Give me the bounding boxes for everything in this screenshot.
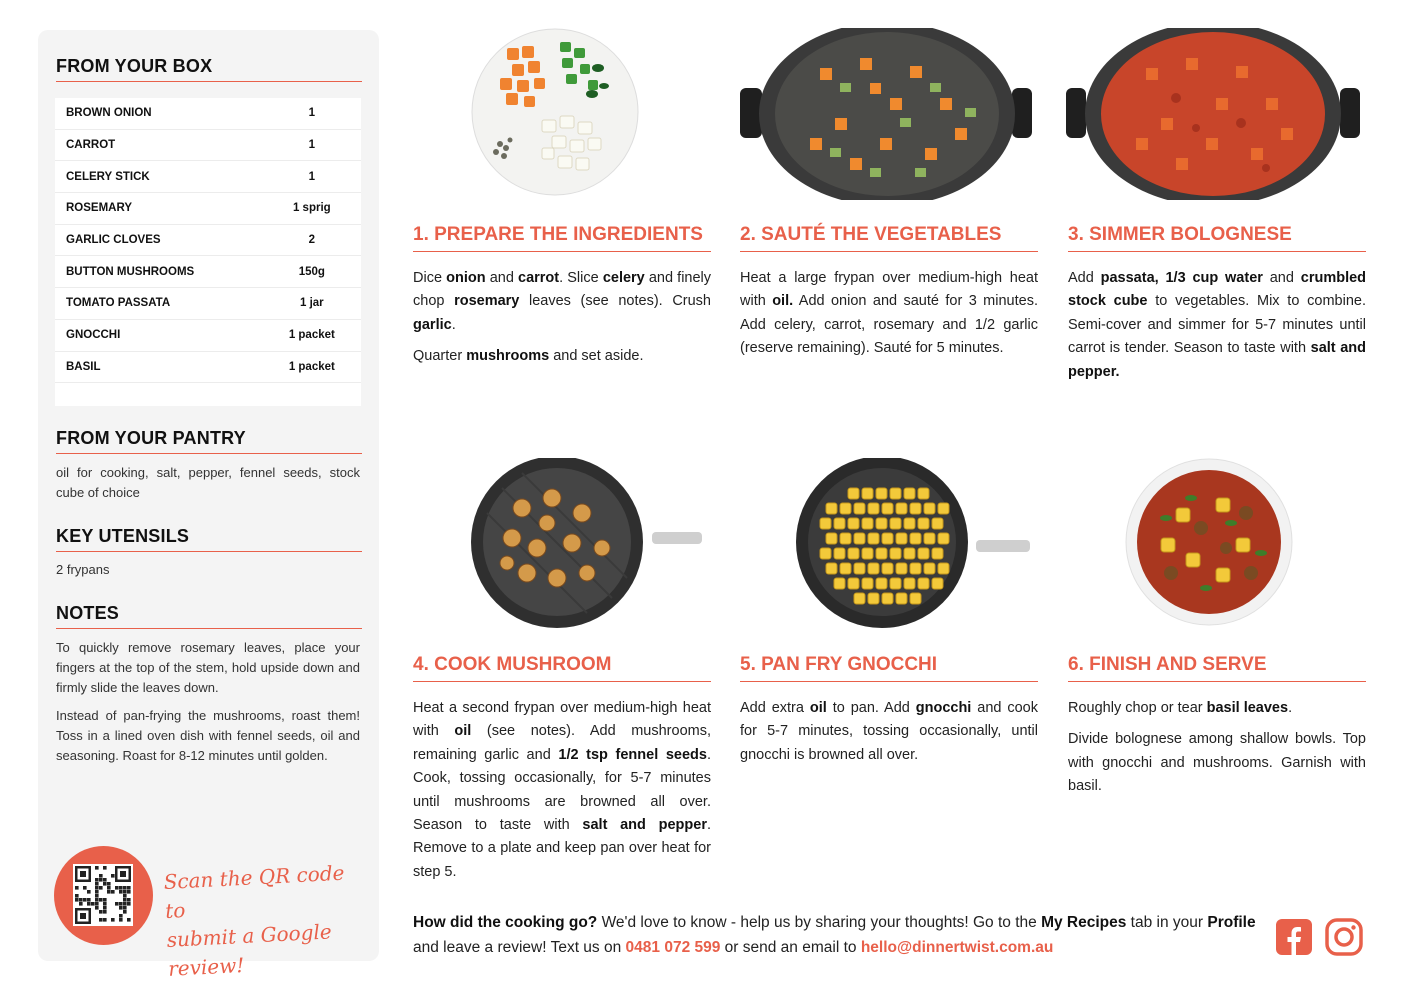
step-2-text: Heat a large frypan over medium-high heat with oil. Add onion and sauté for 3 minutes. Add celery, carrot, rosemary and 1/2 garlic (reserve remaining). Sauté for 5 minutes. xyxy=(740,270,1038,357)
table-row: GNOCCHI 1 packet xyxy=(55,320,361,352)
finished-dish-bowl-image xyxy=(1066,458,1366,630)
table-row: GARLIC CLOVES 2 xyxy=(55,225,361,257)
notes-title: NOTES xyxy=(56,603,362,629)
instagram-icon[interactable] xyxy=(1325,918,1363,956)
step-1-title: 1. PREPARE THE INGREDIENTS xyxy=(413,224,711,252)
profile-link[interactable]: Profile xyxy=(1207,914,1256,931)
step-3-title: 3. SIMMER BOLOGNESE xyxy=(1068,224,1366,252)
pan-fry-gnocchi-image xyxy=(740,458,1040,630)
table-row: CARROT 1 xyxy=(55,130,361,162)
phone-link[interactable]: 0481 072 599 xyxy=(625,939,721,956)
from-your-box-title: FROM YOUR BOX xyxy=(56,56,362,82)
facebook-icon[interactable] xyxy=(1275,918,1313,956)
notes-paragraph: To quickly remove rosemary leaves, place your fingers at the top of the stem, hold upside down and firmly slide the leaves down. xyxy=(56,640,360,695)
table-row: CELERY STICK 1 xyxy=(55,161,361,193)
key-utensils-title: KEY UTENSILS xyxy=(56,526,362,552)
saute-vegetables-pan-image xyxy=(740,28,1040,200)
ingredients-table xyxy=(55,98,361,406)
email-link[interactable]: hello@dinnertwist.com.au xyxy=(860,939,1054,956)
step-3-text: Add passata, 1/3 cup water and crumbled stock cube to vegetables. Mix to combine. Semi-cover and simmer for 5-7 minutes until carrot is tender. Season to taste with salt and pepper. xyxy=(1068,270,1367,380)
qr-code-icon[interactable] xyxy=(73,864,133,926)
table-row: ROSEMARY 1 sprig xyxy=(55,193,361,225)
table-row: BUTTON MUSHROOMS 150g xyxy=(55,256,361,288)
table-row: BASIL 1 packet xyxy=(55,352,361,384)
prepared-ingredients-plate-image xyxy=(412,28,712,200)
step-6-text: Roughly chop or tear basil leaves. Divide bolognese among shallow bowls. Top with gnocchi and mushrooms. Garnish with basil. xyxy=(1068,700,1366,795)
table-row: TOMATO PASSATA 1 jar xyxy=(55,288,361,320)
step-5-text: Add extra oil to pan. Add gnocchi and cook for 5-7 minutes, tossing occasionally, until gnocchi is browned all over. xyxy=(740,700,1038,763)
notes-paragraph: Instead of pan-frying the mushrooms, roast them! Toss in a lined oven dish with fennel seeds, oil and seasoning. Roast for 8-12 minutes until golden. xyxy=(56,708,360,763)
pantry-text: oil for cooking, salt, pepper, fennel seeds, stock cube of choice xyxy=(56,465,360,500)
step-5-title: 5. PAN FRY GNOCCHI xyxy=(740,654,1038,682)
step-4-text: Heat a second frypan over medium-high heat with oil (see notes). Add mushrooms, remaining garlic and 1/2 tsp fennel seeds. Cook, tossing occasionally, for 5-7 minutes until mushrooms are browned all over. Season to taste with salt and pepper. Remove to a plate and keep pan over heat for step 5. xyxy=(413,700,711,880)
qr-caption: Scan the QR code to submit a Google review! xyxy=(163,860,345,981)
my-recipes-link[interactable]: My Recipes xyxy=(1041,914,1127,931)
notes-text xyxy=(56,638,360,774)
qr-code-graphic xyxy=(73,864,133,926)
simmer-bolognese-pan-image xyxy=(1066,28,1366,200)
table-row: BROWN ONION 1 xyxy=(55,98,361,130)
utensils-text: 2 frypans xyxy=(56,562,110,577)
step-1-text: Dice onion and carrot. Slice celery and finely chop rosemary leaves (see notes). Crush garlic. Quarter mushrooms and set aside. xyxy=(413,270,712,365)
qr-badge xyxy=(54,846,153,945)
step-2-title: 2. SAUTÉ THE VEGETABLES xyxy=(740,224,1038,252)
step-6-title: 6. FINISH AND SERVE xyxy=(1068,654,1366,682)
step-4-title: 4. COOK MUSHROOM xyxy=(413,654,711,682)
cook-mushroom-pan-image xyxy=(412,458,712,630)
from-your-pantry-title: FROM YOUR PANTRY xyxy=(56,428,362,454)
sidebar xyxy=(38,30,379,981)
feedback-footer: How did the cooking go? We'd love to know - help us by sharing your thoughts! Go to the My Recipes tab in your Profile and leave a review! Text us on 0481 072 599 or send an email to hello@dinnertwist.com.au xyxy=(413,914,1256,956)
